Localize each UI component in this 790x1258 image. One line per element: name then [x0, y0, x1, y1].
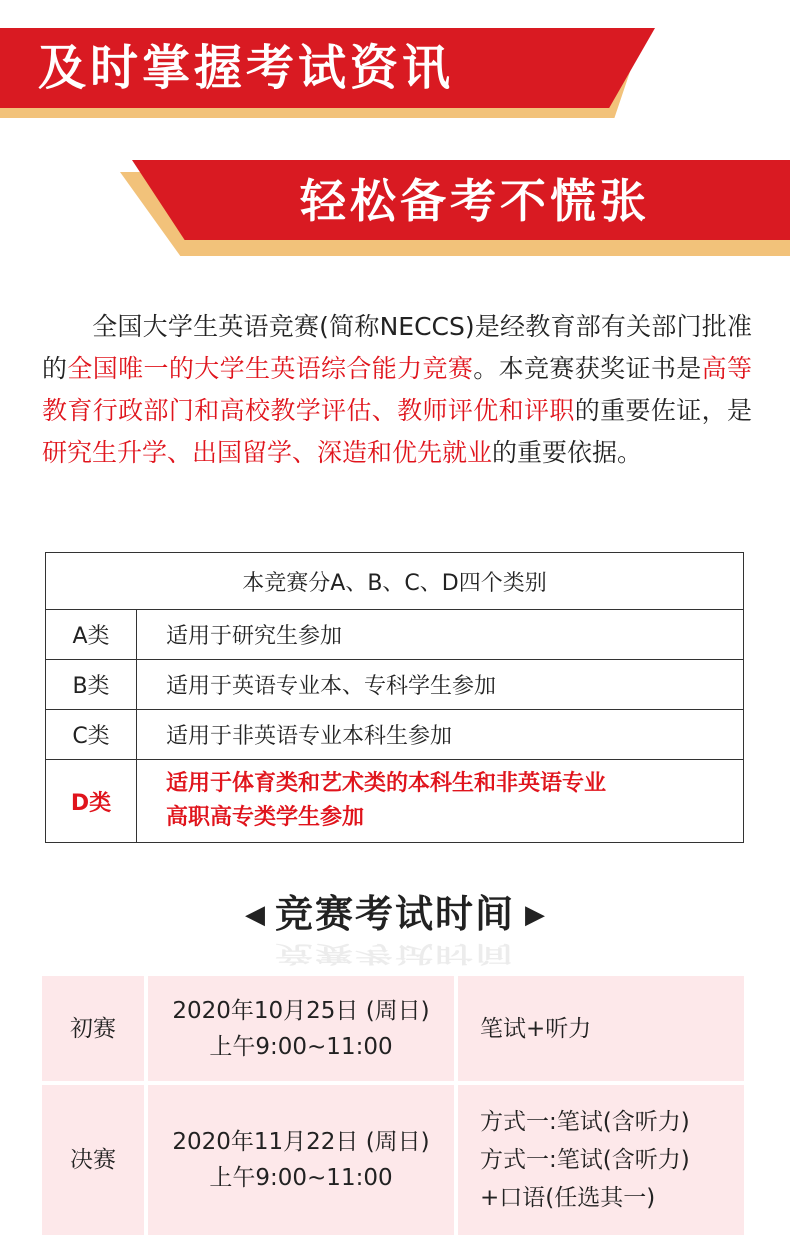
schedule-date: 2020年11月22日 (周日)	[172, 1129, 430, 1155]
table-row	[42, 1085, 744, 1235]
schedule-stage-label: 初赛	[70, 1015, 116, 1042]
category-desc: 适用于非英语专业本科生参加	[137, 710, 744, 760]
schedule-time: 上午9:00~11:00	[209, 1033, 393, 1060]
banner-title: 轻松备考不慌张	[300, 174, 650, 228]
section-title-reflection: 竞赛考试时间	[274, 940, 515, 968]
schedule-format-line: 方式一:笔试(含听力)	[480, 1147, 690, 1173]
category-type: B类	[46, 660, 137, 710]
category-desc-line: 高职高专类学生参加	[166, 805, 365, 830]
banner-exam-info	[0, 28, 660, 118]
triangle-right-icon: ▶	[525, 900, 545, 930]
schedule-format-line: +口语(任选其一)	[480, 1185, 656, 1211]
category-type: D类	[46, 760, 137, 843]
schedule-stage	[42, 976, 144, 1081]
table-row	[46, 610, 744, 660]
intro-text: 全国大学生英语竞赛(简称NECCS)是经教育部有关部门批准的	[42, 312, 752, 383]
intro-highlight: 全国唯一的大学生英语综合能力竞赛	[67, 354, 474, 383]
schedule-date: 2020年10月25日 (周日)	[172, 997, 430, 1024]
banner-title: 及时掌握考试资讯	[38, 40, 455, 96]
intro-text: 。本竞赛获奖证书是	[473, 354, 702, 383]
schedule-stage-label: 决赛	[70, 1147, 116, 1173]
table-row	[46, 710, 744, 760]
intro-highlight: 高等教育行政部门和高校教学评估、教师评优和评职	[42, 354, 752, 425]
category-desc: 适用于英语专业本、专科学生参加	[137, 660, 744, 710]
triangle-left-icon: ◀	[244, 900, 265, 930]
category-type: C类	[46, 710, 137, 760]
schedule-datetime	[148, 976, 454, 1081]
intro-highlight: 研究生升学、出国留学、深造和优先就业	[42, 438, 493, 467]
intro-text: 的重要佐证，是	[574, 396, 752, 425]
category-desc-line: 适用于体育类和艺术类的本科生和非英语专业	[166, 771, 607, 796]
table-row	[42, 976, 744, 1081]
category-table-header: 本竞赛分A、B、C、D四个类别	[46, 553, 744, 610]
category-desc	[137, 760, 744, 843]
schedule-datetime	[148, 1085, 454, 1235]
schedule-format-line: 方式一:笔试(含听力)	[480, 1109, 690, 1135]
schedule-format	[458, 976, 744, 1081]
category-table	[45, 552, 744, 843]
schedule-time: 上午9:00~11:00	[209, 1165, 393, 1191]
schedule-format-line: 笔试+听力	[480, 1015, 592, 1042]
intro-text: 的重要依据。	[492, 438, 643, 467]
schedule-stage	[42, 1085, 144, 1235]
category-desc: 适用于研究生参加	[137, 610, 744, 660]
category-type: A类	[46, 610, 137, 660]
schedule-format	[458, 1085, 744, 1235]
table-row	[46, 660, 744, 710]
table-row	[46, 760, 744, 843]
banner-easy-prep	[120, 160, 790, 256]
intro-paragraph	[42, 306, 752, 474]
schedule-table	[42, 976, 744, 1239]
section-title-text: 竞赛考试时间	[274, 892, 515, 936]
section-title	[0, 890, 790, 938]
